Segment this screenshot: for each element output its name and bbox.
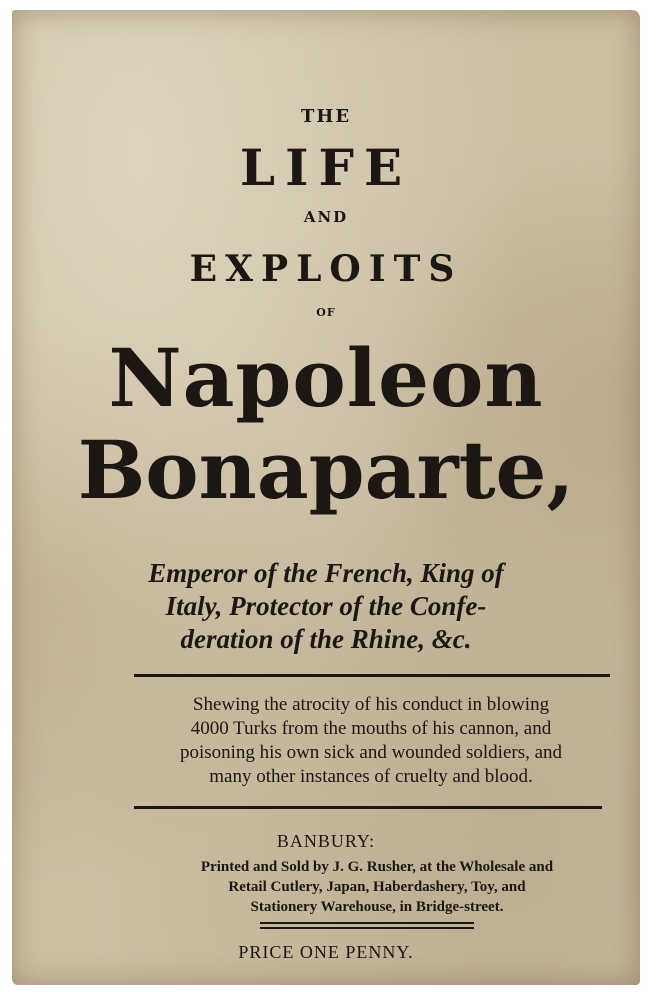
description-line: many other instances of cruelty and blood.: [209, 766, 533, 787]
titles-line: deration of the Rhine, &c.: [180, 624, 472, 654]
title-page: [12, 10, 640, 985]
double-rule-bottom: [260, 927, 474, 929]
description-line: poisoning his own sick and wounded soldiers, and: [179, 742, 563, 763]
titles-block: [62, 557, 590, 656]
name-last: Bonaparte,: [77, 423, 575, 517]
imprint-line: Stationery Warehouse, in Bridge-street.: [250, 899, 504, 915]
description-block: [117, 693, 625, 789]
heading-of: OF: [316, 306, 336, 319]
imprint-line: Printed and Sold by J. G. Rusher, at the Wholesale and: [200, 859, 554, 875]
heading-exploits: EXPLOITS: [189, 248, 463, 290]
titles-line: Italy, Protector of the Confe-: [165, 591, 487, 621]
divider-rule: [134, 806, 602, 809]
price-line: PRICE ONE PENNY.: [238, 942, 414, 962]
divider-rule: [134, 674, 610, 677]
titles-line: Emperor of the French, King of: [148, 558, 504, 588]
description-line: Shewing the atrocity of his conduct in blowing: [192, 694, 550, 715]
name-first: Napoleon: [108, 331, 544, 425]
heading-life: LIFE: [239, 138, 413, 197]
imprint-line: Retail Cutlery, Japan, Haberdashery, Toy, and: [228, 879, 526, 895]
description-line: 4000 Turks from the mouths of his cannon, and: [190, 718, 552, 739]
imprint-place: BANBURY:: [276, 831, 376, 851]
heading-the: THE: [300, 106, 352, 127]
double-rule-top: [260, 922, 474, 924]
imprint-block: [122, 857, 632, 917]
heading-and: AND: [303, 208, 349, 226]
